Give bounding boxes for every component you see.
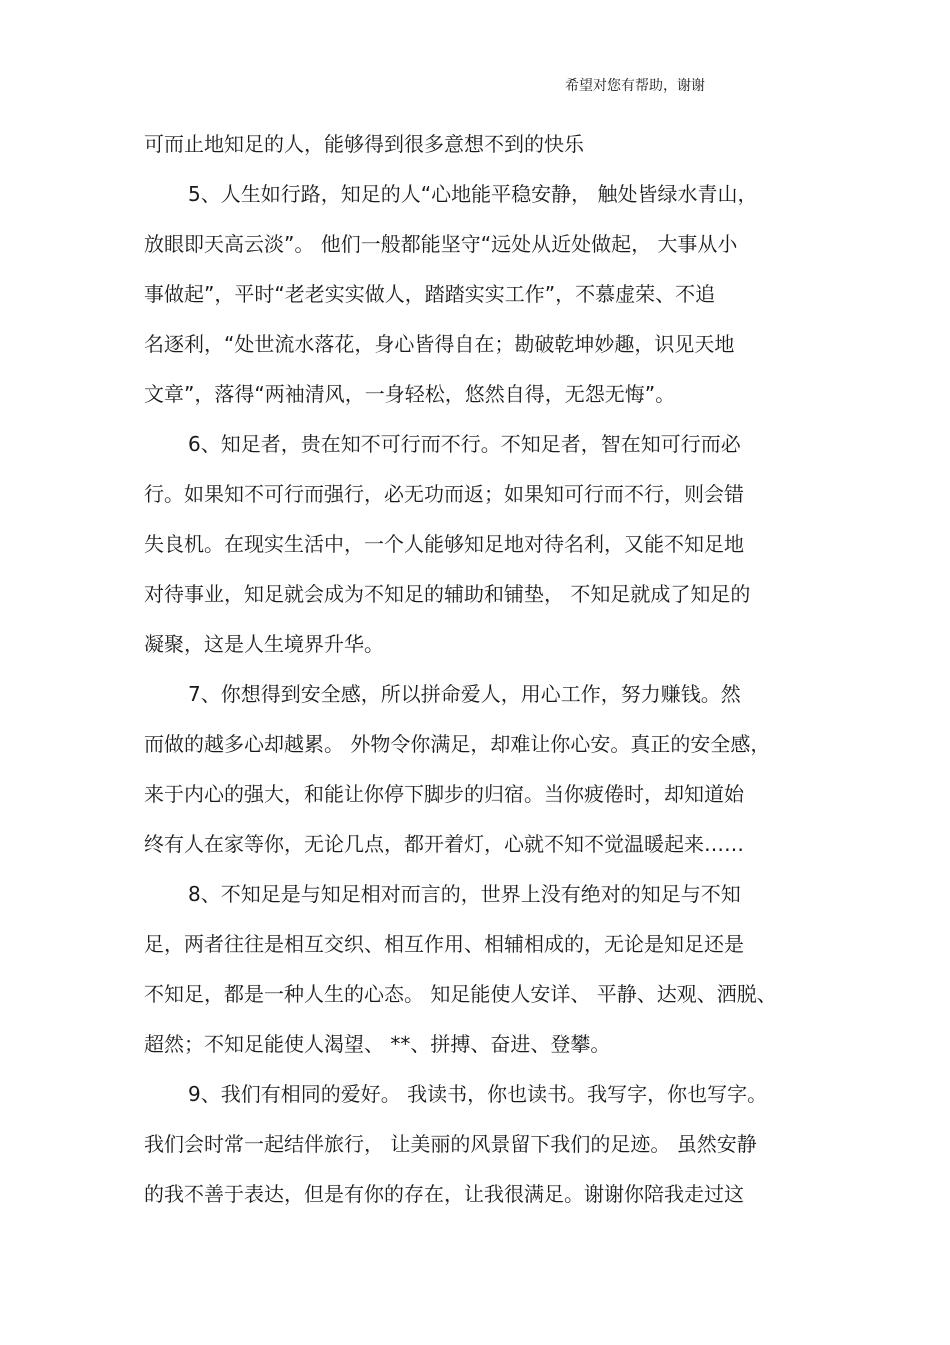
text-line: 对待事业，知足就会成为不知足的辅助和铺垫， 不知足就成了知足的 <box>144 582 751 606</box>
text-line: 超然；不知足能使人渴望、 **、拼搏、奋进、登攀。 <box>144 1032 611 1056</box>
text-line: 文章”，落得“两袖清风，一身轻松，悠然自得，无怨无悔”。 <box>144 382 676 406</box>
text-line: 而做的越多心却越累。 外物令你满足，却难让你心安。真正的安全感， <box>144 732 771 756</box>
text-line: 失良机。在现实生活中，一个人能够知足地对待名利，又能不知足地 <box>144 532 744 556</box>
text-line: 不知足，都是一种人生的心态。 知足能使人安详、 平静、达观、洒脱、 <box>144 982 777 1006</box>
text-line: 来于内心的强大，和能让你停下脚步的归宿。当你疲倦时，却知道始 <box>144 782 744 806</box>
text-line: 放眼即天高云淡”。 他们一般都能坚守“远处从近处做起， 大事从小 <box>144 232 738 256</box>
text-line: 可而止地知足的人，能够得到很多意想不到的快乐 <box>144 132 584 156</box>
text-line: 9、我们有相同的爱好。 我读书，你也读书。我写字，你也写字。 <box>188 1082 768 1106</box>
text-line: 6、知足者，贵在知不可行而不行。不知足者，智在知可行而必 <box>188 432 741 456</box>
text-line: 足，两者往往是相互交织、相互作用、相辅相成的，无论是知足还是 <box>144 932 744 956</box>
text-line: 7、你想得到安全感，所以拼命爱人，用心工作，努力赚钱。然 <box>188 682 741 706</box>
text-line: 事做起”，平时“老老实实做人，踏踏实实工作”，不慕虚荣、不追 <box>144 282 716 306</box>
text-line: 5、人生如行路，知足的人“心地能平稳安静， 触处皆绿水青山， <box>188 182 758 206</box>
text-line: 我们会时常一起结伴旅行， 让美丽的风景留下我们的足迹。 虽然安静 <box>144 1132 757 1156</box>
text-line: 8、不知足是与知足相对而言的，世界上没有绝对的知足与不知 <box>188 882 741 906</box>
text-line: 终有人在家等你，无论几点，都开着灯，心就不知不觉温暖起来…… <box>144 832 744 856</box>
page-header-note: 希望对您有帮助，谢谢 <box>565 78 705 94</box>
text-line: 名逐利，“处世流水落花，身心皆得自在；勘破乾坤妙趣，识见天地 <box>144 332 735 356</box>
text-line: 凝聚，这是人生境界升华。 <box>144 632 384 656</box>
text-line: 行。如果知不可行而强行，必无功而返；如果知可行而不行，则会错 <box>144 482 744 506</box>
text-line: 的我不善于表达，但是有你的存在，让我很满足。谢谢你陪我走过这 <box>144 1182 744 1206</box>
